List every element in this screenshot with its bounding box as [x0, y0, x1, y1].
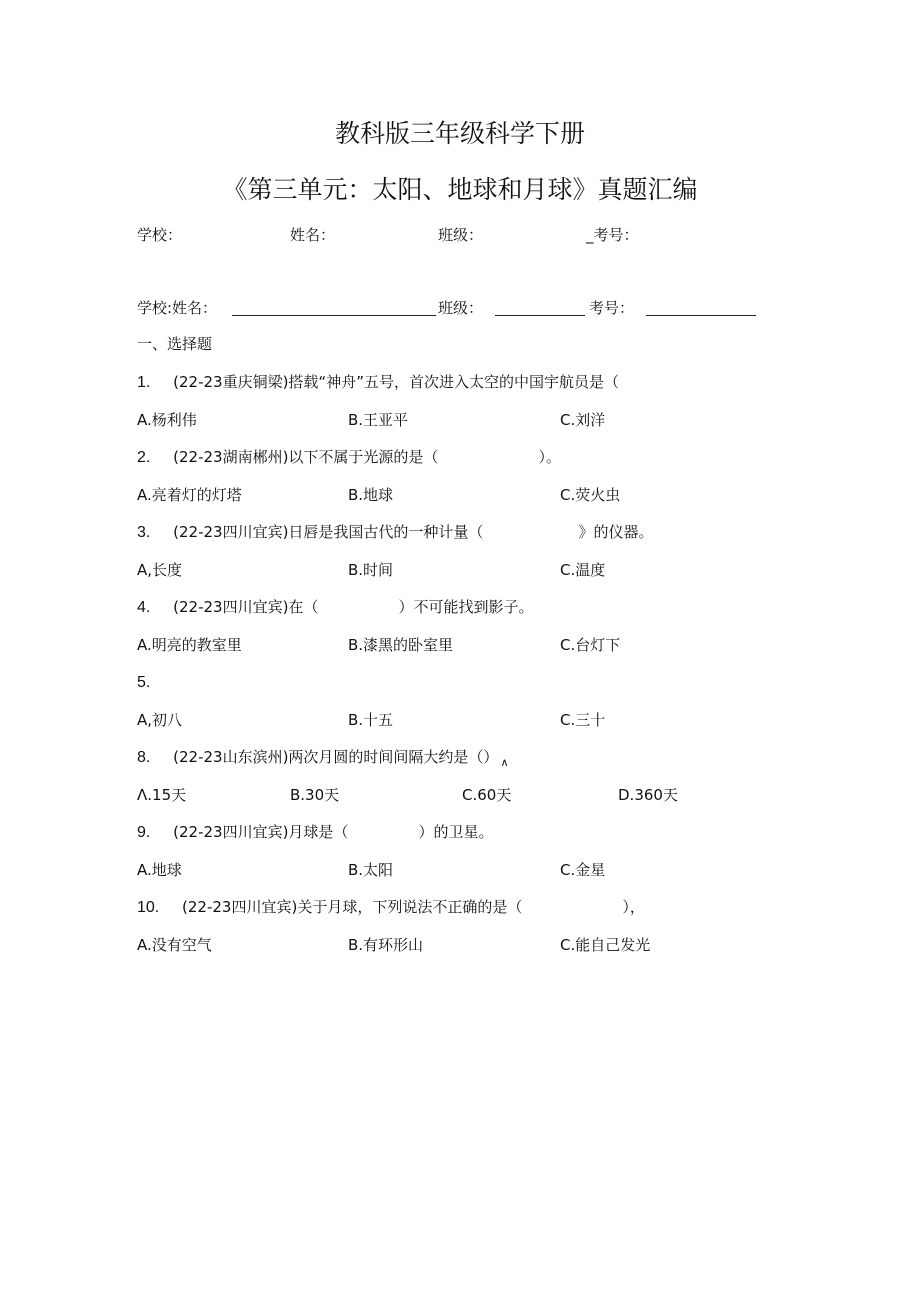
- question-text: 以下不属于光源的是（: [288, 448, 439, 466]
- question-number: 2.: [137, 449, 151, 466]
- question-number: 9.: [137, 824, 151, 841]
- question-source: (22-23四川宜宾): [173, 823, 289, 841]
- option-a[interactable]: A,长度: [137, 561, 183, 579]
- option-c[interactable]: C.金星: [560, 861, 606, 879]
- option-d[interactable]: D.360天: [618, 786, 678, 804]
- question-source: (22-23四川宜宾): [173, 523, 289, 541]
- question-source: (22-23重庆铜梁): [173, 373, 289, 391]
- question-number: 8.: [137, 749, 151, 766]
- option-b[interactable]: B.漆黑的卧室里: [348, 636, 454, 654]
- option-b[interactable]: B.王亚平: [348, 411, 409, 429]
- option-c[interactable]: C.温度: [560, 561, 606, 579]
- section-heading: 一、选择题: [137, 335, 213, 353]
- question-text: 月球是（: [288, 823, 349, 841]
- class-label-2: 班级：: [438, 299, 484, 317]
- question-10: [137, 897, 645, 918]
- option-a[interactable]: A,初八: [137, 711, 183, 729]
- page-subtitle: 《第三单元：太阳、地球和月球》真题汇编: [222, 175, 698, 204]
- option-b[interactable]: B.太阳: [348, 861, 394, 879]
- name-blank[interactable]: [232, 297, 436, 316]
- question-source: (22-23四川宜宾): [182, 898, 298, 916]
- question-number: 3.: [137, 524, 151, 541]
- question-3: [137, 522, 653, 543]
- option-b[interactable]: B.30天: [290, 786, 340, 804]
- school-label: 学校：: [137, 226, 183, 244]
- question-tail: ）不可能找到影子。: [398, 598, 534, 616]
- question-text: 在（: [288, 598, 319, 616]
- question-8: [137, 747, 509, 773]
- question-source: (22-23山东滨州): [173, 748, 289, 766]
- option-a[interactable]: A.亮着灯的灯塔: [137, 486, 242, 504]
- school-name-label: 学校:姓名：: [137, 299, 218, 317]
- option-c[interactable]: C.能自己发光: [560, 936, 651, 954]
- question-number: 1.: [137, 374, 151, 391]
- option-a[interactable]: Λ.15天: [137, 786, 187, 804]
- option-b[interactable]: B.时间: [348, 561, 394, 579]
- question-source: (22-23四川宜宾): [173, 598, 289, 616]
- option-c[interactable]: C.荧火虫: [560, 486, 621, 504]
- option-a[interactable]: A.明亮的教室里: [137, 636, 242, 654]
- question-9: [137, 822, 493, 843]
- option-c[interactable]: C.60天: [462, 786, 512, 804]
- question-number: 4.: [137, 599, 151, 616]
- question-tail: ）的卫星。: [418, 823, 494, 841]
- question-4: [137, 597, 533, 618]
- option-a[interactable]: A.没有空气: [137, 936, 212, 954]
- exam-number-blank[interactable]: [646, 297, 756, 316]
- caret-mark: ∧: [500, 756, 509, 769]
- option-a[interactable]: A.地球: [137, 861, 182, 879]
- question-number: 10.: [137, 899, 160, 916]
- question-text: 两次月圆的时间间隔大约是（）: [288, 748, 499, 766]
- exam-number-label: _考号：: [586, 226, 639, 244]
- option-b[interactable]: B.有环形山: [348, 936, 424, 954]
- option-b[interactable]: B.十五: [348, 711, 394, 729]
- question-tail: 》的仪器。: [578, 523, 654, 541]
- question-1: [137, 372, 619, 393]
- option-b[interactable]: B.地球: [348, 486, 394, 504]
- question-text: 日唇是我国古代的一种计量（: [288, 523, 484, 541]
- question-tail: ）。: [538, 448, 561, 466]
- class-label: 班级：: [438, 226, 484, 244]
- question-number: 5.: [137, 674, 151, 691]
- class-blank[interactable]: [495, 297, 585, 316]
- name-label: 姓名：: [290, 226, 336, 244]
- option-c[interactable]: C.刘洋: [560, 411, 606, 429]
- question-text: 关于月球，下列说法不正确的是（: [297, 898, 523, 916]
- option-c[interactable]: C.台灯下: [560, 636, 621, 654]
- option-c[interactable]: C.三十: [560, 711, 606, 729]
- question-text: 搭载“神舟”五号，首次进入太空的中国宇航员是（: [288, 373, 619, 391]
- page-title: 教科版三年级科学下册: [334, 119, 585, 148]
- exam-number-label-2: 考号：: [589, 299, 635, 317]
- question-2: [137, 447, 561, 468]
- question-tail: ），: [622, 898, 645, 916]
- option-a[interactable]: A.杨利伟: [137, 411, 197, 429]
- question-source: (22-23湖南郴州): [173, 448, 289, 466]
- question-5: [137, 672, 150, 693]
